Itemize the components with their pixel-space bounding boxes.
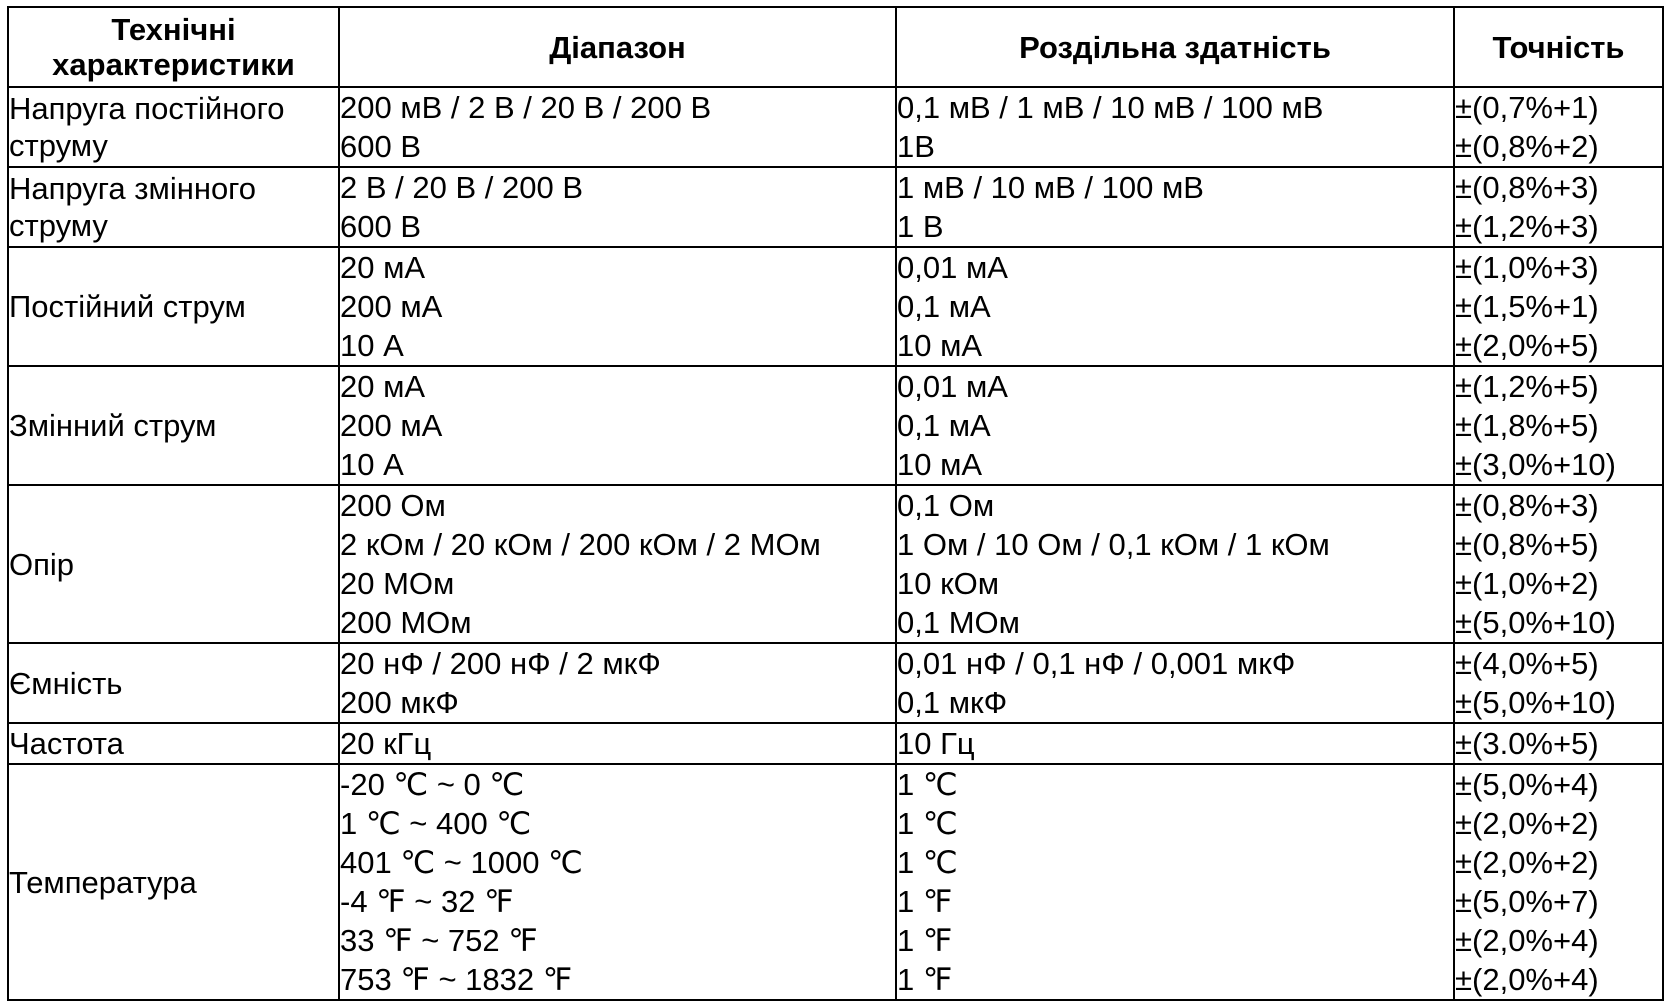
resolution-value: 0,1 мА bbox=[897, 289, 991, 324]
row-name: Постійний струм bbox=[8, 247, 339, 366]
resolution-cell bbox=[896, 723, 1454, 764]
accuracy-value: ±(0,8%+3) bbox=[1455, 170, 1599, 205]
accuracy-cell bbox=[1454, 167, 1663, 247]
resolution-value: 10 Гц bbox=[897, 726, 975, 761]
accuracy-value: ±(0,8%+5) bbox=[1455, 527, 1599, 562]
row-name: Частота bbox=[8, 723, 339, 764]
accuracy-cell bbox=[1454, 723, 1663, 764]
specifications-table bbox=[7, 6, 1664, 1001]
row-name: Опір bbox=[8, 485, 339, 643]
table-row bbox=[8, 643, 1663, 723]
resolution-value: 0,01 мА bbox=[897, 369, 1008, 404]
row-name: Напруга змінного струму bbox=[8, 167, 339, 247]
accuracy-cell bbox=[1454, 366, 1663, 485]
resolution-value: 1 мВ / 10 мВ / 100 мВ bbox=[897, 170, 1204, 205]
range-value: 753 ℉ ~ 1832 ℉ bbox=[340, 962, 573, 997]
accuracy-value: ±(1,8%+5) bbox=[1455, 408, 1599, 443]
accuracy-cell bbox=[1454, 643, 1663, 723]
accuracy-cell bbox=[1454, 87, 1663, 167]
range-value: 20 мА bbox=[340, 250, 426, 285]
accuracy-value: ±(1,5%+1) bbox=[1455, 289, 1599, 324]
table-row bbox=[8, 485, 1663, 643]
accuracy-value: ±(1,0%+3) bbox=[1455, 250, 1599, 285]
resolution-value: 10 кОм bbox=[897, 566, 1000, 601]
resolution-cell bbox=[896, 366, 1454, 485]
range-cell bbox=[339, 764, 896, 1000]
resolution-value: 0,1 мА bbox=[897, 408, 991, 443]
range-value: 600 В bbox=[340, 209, 422, 244]
accuracy-value: ±(2,0%+2) bbox=[1455, 845, 1599, 880]
accuracy-value: ±(3,0%+10) bbox=[1455, 447, 1616, 482]
range-value: 200 МОм bbox=[340, 605, 472, 640]
resolution-cell bbox=[896, 643, 1454, 723]
row-name: Температура bbox=[8, 764, 339, 1000]
row-name: Напруга постійного струму bbox=[8, 87, 339, 167]
resolution-value: 0,1 МОм bbox=[897, 605, 1020, 640]
range-cell bbox=[339, 485, 896, 643]
resolution-value: 10 мА bbox=[897, 447, 983, 482]
accuracy-value: ±(0,7%+1) bbox=[1455, 90, 1599, 125]
table-row bbox=[8, 87, 1663, 167]
table-row bbox=[8, 247, 1663, 366]
accuracy-value: ±(5,0%+10) bbox=[1455, 685, 1616, 720]
resolution-value: 1 ℉ bbox=[897, 962, 953, 997]
accuracy-value: ±(3.0%+5) bbox=[1455, 726, 1599, 761]
accuracy-cell bbox=[1454, 247, 1663, 366]
resolution-cell bbox=[896, 764, 1454, 1000]
range-value: 20 МОм bbox=[340, 566, 455, 601]
range-cell bbox=[339, 643, 896, 723]
resolution-value: 1 ℃ bbox=[897, 767, 958, 802]
accuracy-value: ±(4,0%+5) bbox=[1455, 646, 1599, 681]
accuracy-value: ±(2,0%+4) bbox=[1455, 962, 1599, 997]
accuracy-value: ±(2,0%+2) bbox=[1455, 806, 1599, 841]
header-resolution: Роздільна здатність bbox=[896, 7, 1454, 87]
range-value: 20 нФ / 200 нФ / 2 мкФ bbox=[340, 646, 661, 681]
header-characteristic: Технічні характеристики bbox=[8, 7, 339, 87]
resolution-value: 1 ℃ bbox=[897, 845, 958, 880]
range-value: 33 ℉ ~ 752 ℉ bbox=[340, 923, 538, 958]
accuracy-value: ±(0,8%+3) bbox=[1455, 488, 1599, 523]
range-value: 200 Ом bbox=[340, 488, 446, 523]
accuracy-value: ±(2,0%+4) bbox=[1455, 923, 1599, 958]
range-value: 200 мА bbox=[340, 289, 443, 324]
resolution-value: 1 ℉ bbox=[897, 923, 953, 958]
range-cell bbox=[339, 723, 896, 764]
resolution-value: 1 ℃ bbox=[897, 806, 958, 841]
resolution-value: 0,01 мА bbox=[897, 250, 1008, 285]
accuracy-value: ±(2,0%+5) bbox=[1455, 328, 1599, 363]
row-name: Змінний струм bbox=[8, 366, 339, 485]
resolution-value: 0,1 мВ / 1 мВ / 10 мВ / 100 мВ bbox=[897, 90, 1324, 125]
range-value: 401 ℃ ~ 1000 ℃ bbox=[340, 845, 583, 880]
table-row bbox=[8, 366, 1663, 485]
resolution-value: 1 Ом / 10 Ом / 0,1 кОм / 1 кОм bbox=[897, 527, 1330, 562]
resolution-value: 10 мА bbox=[897, 328, 983, 363]
resolution-cell bbox=[896, 247, 1454, 366]
range-cell bbox=[339, 247, 896, 366]
range-value: 20 мА bbox=[340, 369, 426, 404]
resolution-value: 0,01 нФ / 0,1 нФ / 0,001 мкФ bbox=[897, 646, 1296, 681]
range-value: 200 мВ / 2 В / 20 В / 200 В bbox=[340, 90, 712, 125]
accuracy-cell bbox=[1454, 485, 1663, 643]
range-value: 10 А bbox=[340, 328, 404, 363]
resolution-cell bbox=[896, 167, 1454, 247]
range-value: 20 кГц bbox=[340, 726, 432, 761]
accuracy-value: ±(5,0%+4) bbox=[1455, 767, 1599, 802]
range-value: -4 ℉ ~ 32 ℉ bbox=[340, 884, 514, 919]
resolution-value: 0,1 Ом bbox=[897, 488, 995, 523]
table-row bbox=[8, 167, 1663, 247]
range-value: 200 мА bbox=[340, 408, 443, 443]
resolution-cell bbox=[896, 485, 1454, 643]
range-value: 600 В bbox=[340, 129, 422, 164]
resolution-value: 1 В bbox=[897, 209, 944, 244]
range-cell bbox=[339, 87, 896, 167]
range-value: -20 ℃ ~ 0 ℃ bbox=[340, 767, 525, 802]
range-value: 2 кОм / 20 кОм / 200 кОм / 2 МОм bbox=[340, 527, 821, 562]
range-value: 1 ℃ ~ 400 ℃ bbox=[340, 806, 532, 841]
resolution-value: 0,1 мкФ bbox=[897, 685, 1008, 720]
header-row bbox=[8, 7, 1663, 87]
range-value: 200 мкФ bbox=[340, 685, 459, 720]
resolution-value: 1В bbox=[897, 129, 935, 164]
range-value: 2 В / 20 В / 200 В bbox=[340, 170, 583, 205]
accuracy-value: ±(1,2%+5) bbox=[1455, 369, 1599, 404]
table-row bbox=[8, 764, 1663, 1000]
accuracy-value: ±(1,2%+3) bbox=[1455, 209, 1599, 244]
accuracy-value: ±(5,0%+7) bbox=[1455, 884, 1599, 919]
accuracy-value: ±(5,0%+10) bbox=[1455, 605, 1616, 640]
resolution-value: 1 ℉ bbox=[897, 884, 953, 919]
range-cell bbox=[339, 167, 896, 247]
table-row bbox=[8, 723, 1663, 764]
header-range: Діапазон bbox=[339, 7, 896, 87]
range-value: 10 А bbox=[340, 447, 404, 482]
accuracy-cell bbox=[1454, 764, 1663, 1000]
range-cell bbox=[339, 366, 896, 485]
resolution-cell bbox=[896, 87, 1454, 167]
row-name: Ємність bbox=[8, 643, 339, 723]
header-accuracy: Точність bbox=[1454, 7, 1663, 87]
accuracy-value: ±(0,8%+2) bbox=[1455, 129, 1599, 164]
accuracy-value: ±(1,0%+2) bbox=[1455, 566, 1599, 601]
